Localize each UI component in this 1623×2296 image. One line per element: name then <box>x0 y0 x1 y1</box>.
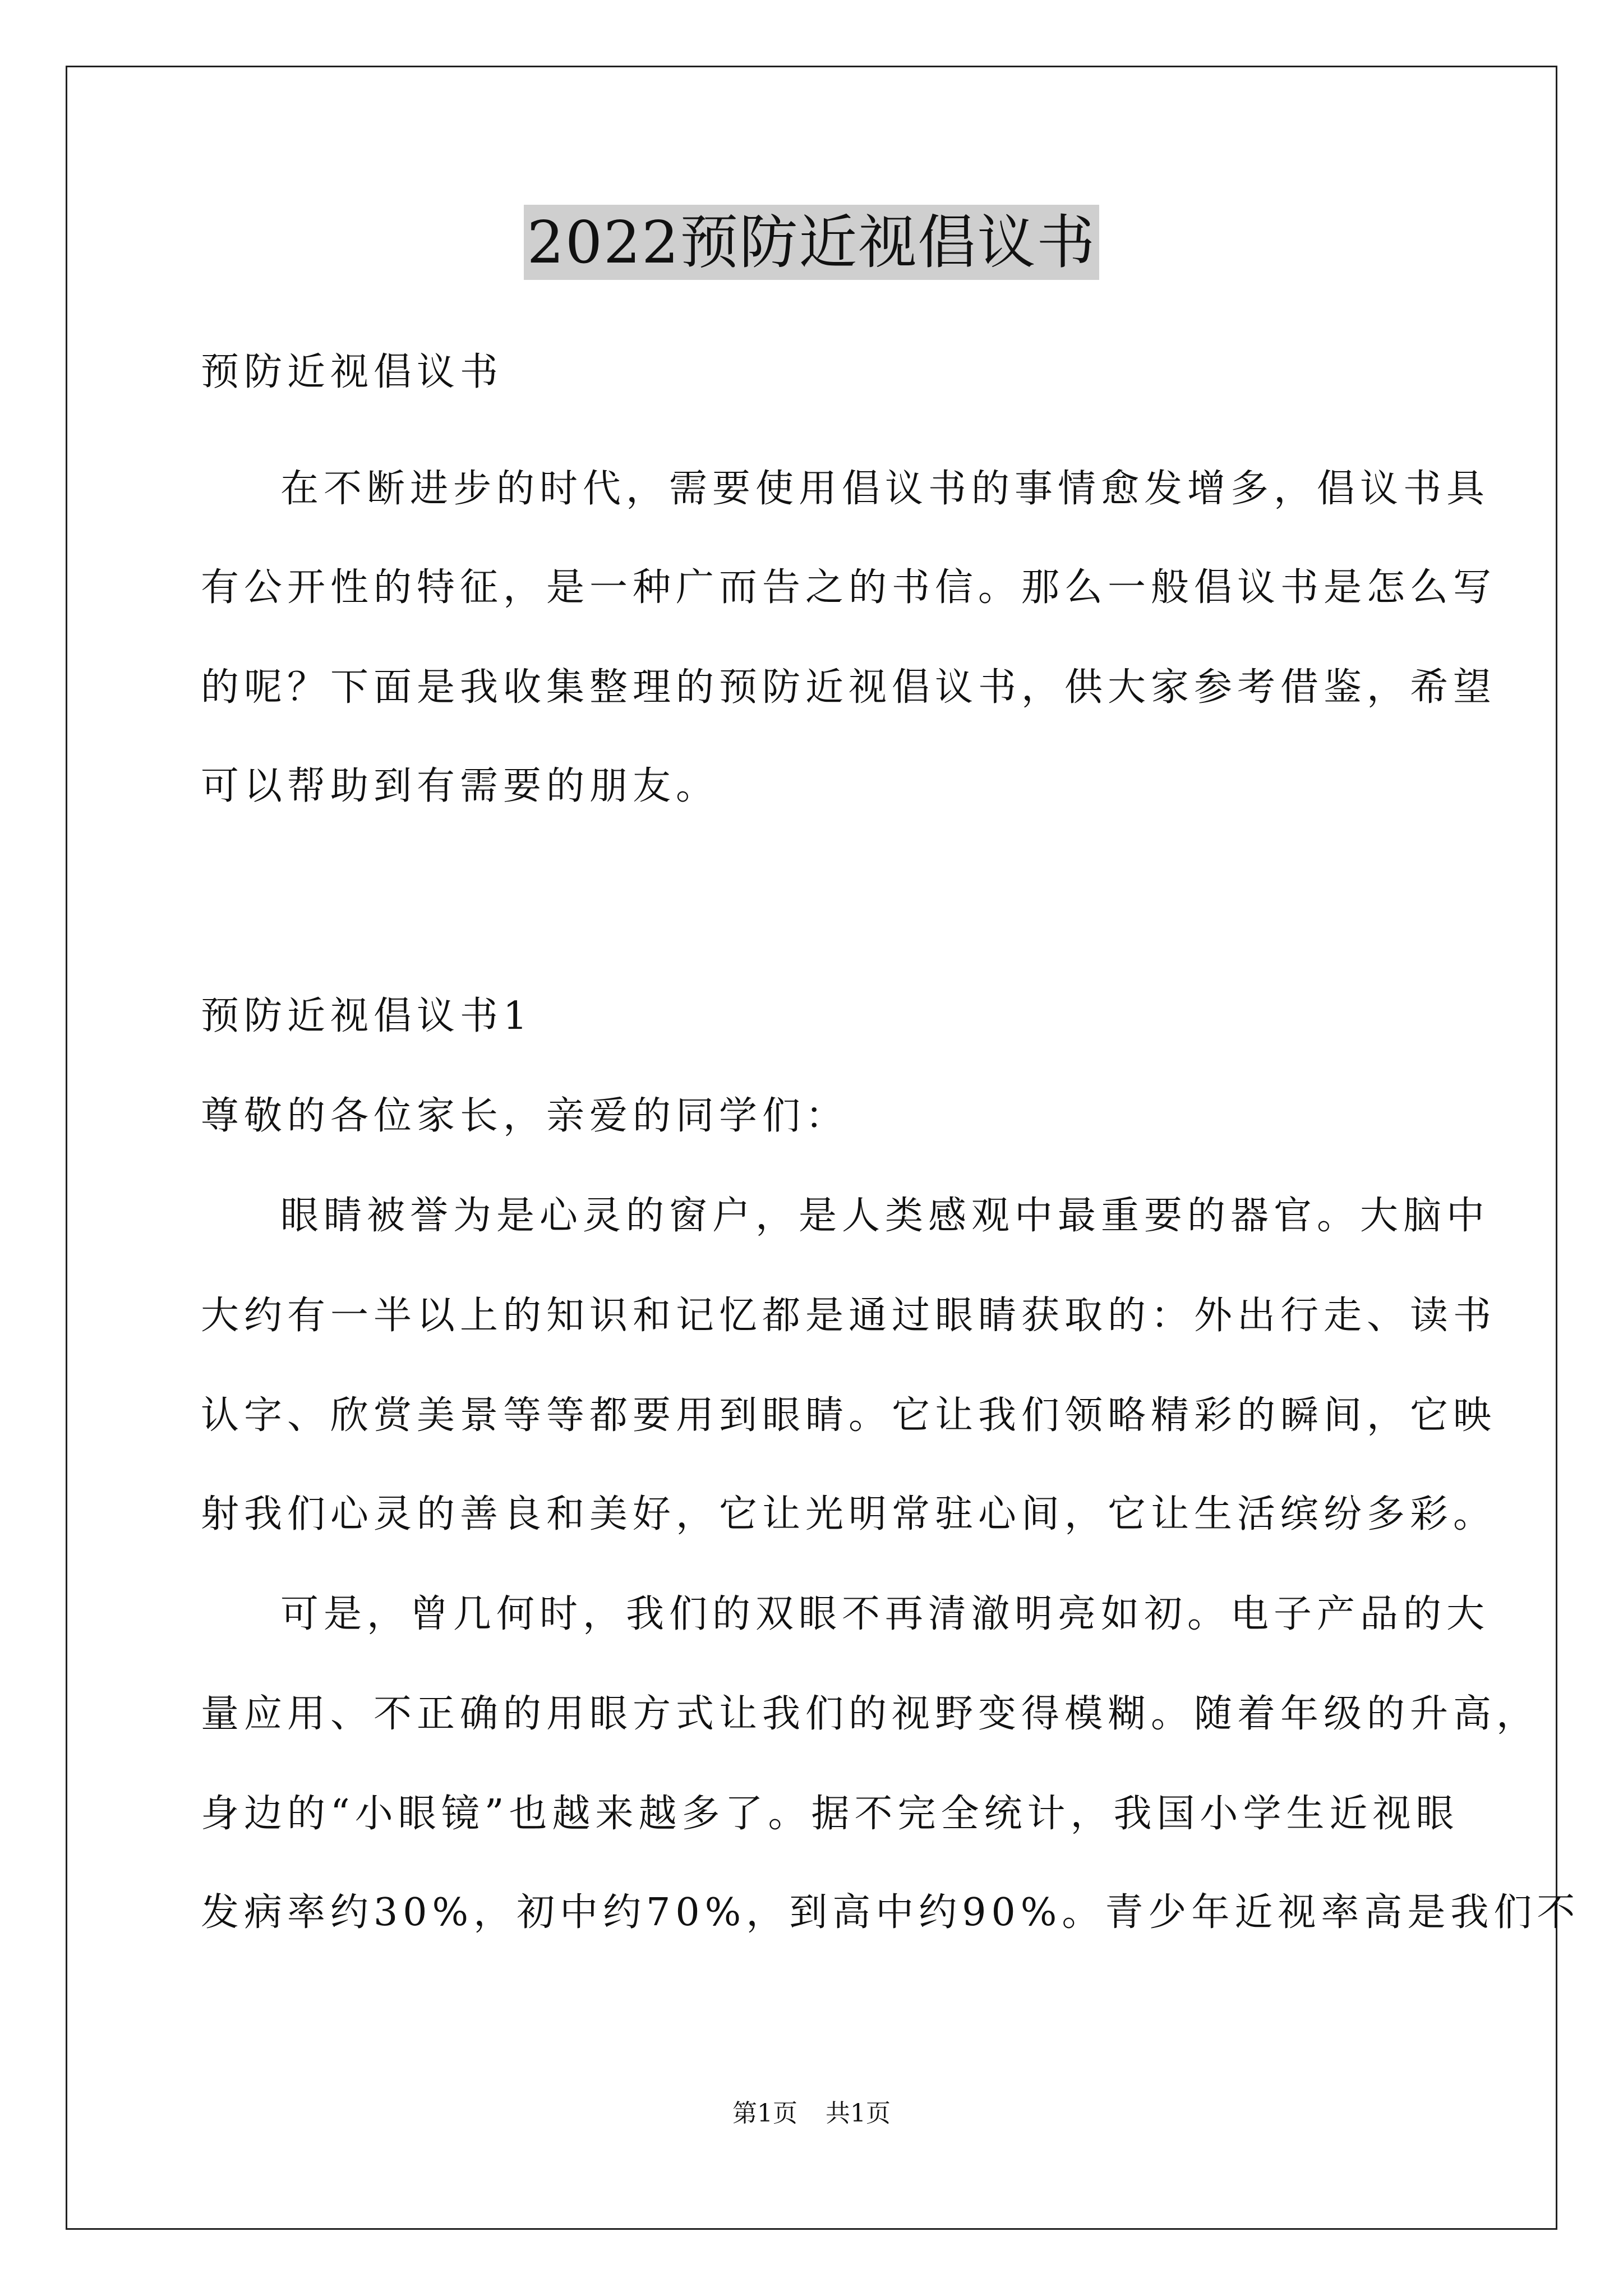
paragraph-line: 量应用、不正确的用眼方式让我们的视野变得模糊。随着年级的升高， <box>201 1692 1540 1736</box>
page-total: 共1页 <box>826 2099 891 2128</box>
document-title: 2022预防近视倡议书 <box>524 205 1100 280</box>
paragraph-line: 射我们心灵的善良和美好，它让光明常驻心间，它让生活缤纷多彩。 <box>201 1492 1497 1536</box>
paragraph-line: 发病率约30%，初中约70%，到高中约90%。青少年近视率高是我们不 <box>201 1890 1580 1935</box>
paragraph-line: 身边的“小眼镜”也越来越多了。据不完全统计，我国小学生近视眼 <box>201 1792 1459 1836</box>
page-footer <box>0 2098 1623 2129</box>
paragraph-line: 眼睛被誉为是心灵的窗户，是人类感观中最重要的器官。大脑中 <box>280 1194 1490 1238</box>
paragraph-line: 可以帮助到有需要的朋友。 <box>201 764 720 808</box>
page-number: 第1页 <box>732 2099 797 2128</box>
paragraph-line: 有公开性的特征，是一种广而告之的书信。那么一般倡议书是怎么写 <box>201 565 1497 610</box>
paragraph-line: 认字、欣赏美景等等都要用到眼睛。它让我们领略精彩的瞬间，它映 <box>201 1393 1497 1438</box>
paragraph-line: 在不断进步的时代，需要使用倡议书的事情愈发增多，倡议书具 <box>280 467 1490 511</box>
salutation: 尊敬的各位家长，亲爱的同学们： <box>201 1094 849 1138</box>
paragraph-line: 可是，曾几何时，我们的双眼不再清澈明亮如初。电子产品的大 <box>280 1592 1490 1636</box>
title-container <box>0 205 1623 280</box>
paragraph-line: 的呢？下面是我收集整理的预防近视倡议书，供大家参考借鉴，希望 <box>201 665 1497 710</box>
section-heading: 预防近视倡议书1 <box>201 994 533 1038</box>
subtitle: 预防近视倡议书 <box>201 350 504 394</box>
paragraph-line: 大约有一半以上的知识和记忆都是通过眼睛获取的：外出行走、读书 <box>201 1294 1497 1338</box>
